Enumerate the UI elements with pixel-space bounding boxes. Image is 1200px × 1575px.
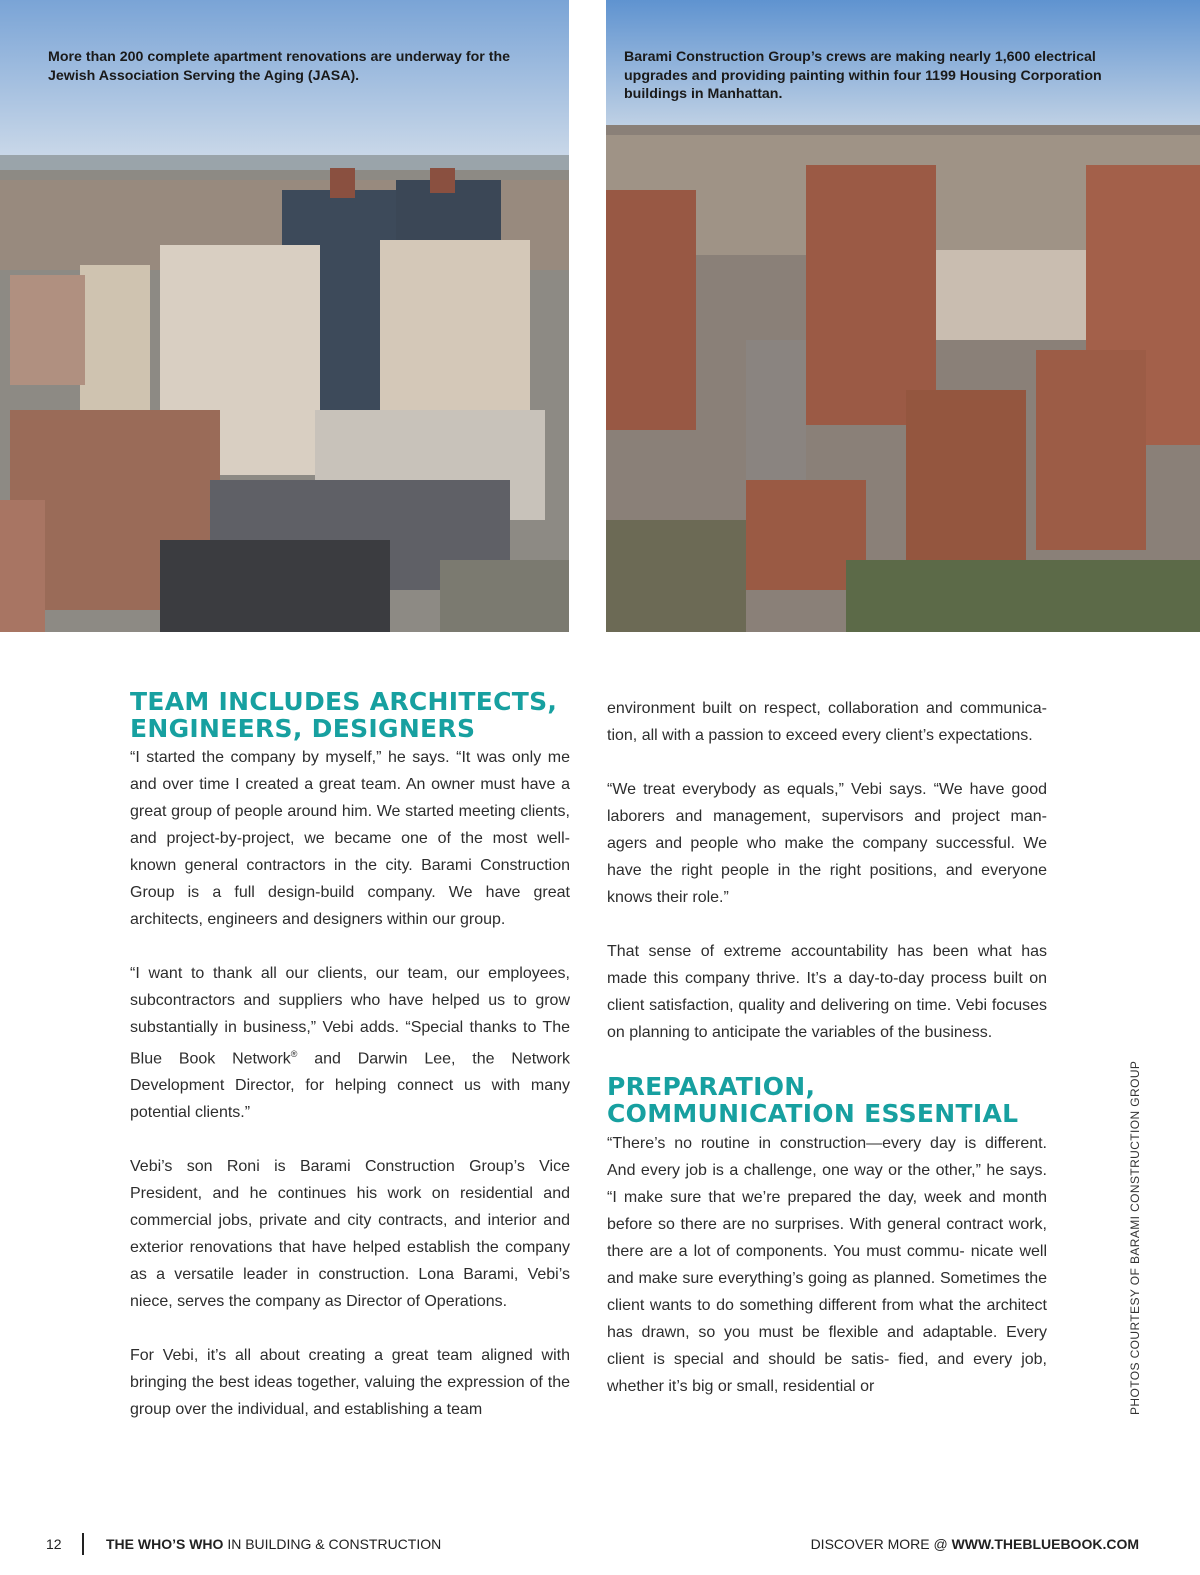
heading-line: ENGINEERS, DESIGNERS [130, 714, 476, 743]
paragraph [130, 960, 570, 1126]
paragraph: “There’s no routine in construction—every day is different. And every job is a challenge, one way or the other,” he says. “I make sure that we’re prepared the day, week and month before so there are no surprises. With general contract work, there are a lot of components. You must commu- nicate well and make sure everything’s going as planned. Sometimes the client wants to do something different from what the architect has drawn, so you must be flexible and adaptable. Every client is special and should be satis- fied, and every job, whether it’s big or small, residential or [607, 1135, 1047, 1395]
photo-1199-housing [606, 0, 1200, 632]
paragraph: Vebi’s son Roni is Barami Construction Group’s Vice President, and he continues his work on residential and commercial jobs, private and city contracts, and interior and exterior renovations that have helped establish the company as a versatile leader in construction. Lona Barami, Vebi’s niece, serves the company as Director of Operations. [130, 1158, 570, 1311]
article-column-left [130, 688, 570, 1423]
discover-more-label: DISCOVER MORE @ [810, 1536, 952, 1552]
photo-caption-left: More than 200 complete apartment renovations are underway for the Jewish Association Serving the Aging (JASA). [48, 49, 511, 84]
article-column-right [607, 695, 1047, 1400]
publication-title-bold: THE WHO’S WHO [106, 1536, 224, 1552]
publication-title [106, 1536, 441, 1552]
section-heading-preparation [607, 1073, 1047, 1127]
paragraph: For Vebi, it’s all about creating a great team aligned with bringing the best ideas together, valuing the expression of the group over the individual, and establishing a team [130, 1347, 570, 1419]
photo-credit: PHOTOS COURTESY OF BARAMI CONSTRUCTION GROUP [1128, 1060, 1142, 1415]
aerial-photo-left [0, 0, 569, 632]
heading-line: COMMUNICATION ESSENTIAL [607, 1099, 1019, 1128]
paragraph: That sense of extreme accountability has been what has made this company thrive. It’s a day-to-day process built on client satisfaction, quality and delivering on time. Vebi focuses on planning to anticipate the variables of the business. [607, 943, 1047, 1041]
paragraph: environment built on respect, collaboration and communica- tion, all with a passion to exceed every client’s expectations. [607, 700, 1047, 744]
paragraph-text: and Darwin Lee, the Network Development Director, for helping connect us with many potential clients.” [130, 1050, 570, 1122]
registered-mark: ® [290, 1049, 298, 1059]
publication-title-rest: IN BUILDING & CONSTRUCTION [223, 1536, 442, 1552]
website-link[interactable]: WWW.THEBLUEBOOK.COM [951, 1536, 1139, 1552]
footer-divider [82, 1533, 84, 1555]
page-number: 12 [46, 1536, 62, 1552]
paragraph-text: “I want to thank all our clients, our team, our employees, subcontractors and suppliers who have helped us to grow substantially in business,” Vebi adds. “Special thanks to The Blue Book Network [130, 965, 570, 1068]
paragraph: “I started the company by myself,” he says. “It was only me and over time I created a great team. An owner must have a great group of people around him. We started meeting clients, and project-by-project, we became one of the most well-known general contractors in the city. Barami Construction Group is a full design-build company. We have great architects, engineers and designers within our group. [130, 749, 570, 928]
heading-line: PREPARATION, [607, 1072, 816, 1101]
discover-more [811, 1536, 1139, 1552]
photo-caption-right: Barami Construction Group’s crews are making nearly 1,600 electrical upgrades and providing painting within four 1199 Housing Corporation buildings in Manhattan. [624, 49, 1102, 102]
heading-line: TEAM INCLUDES ARCHITECTS, [130, 687, 558, 716]
section-heading-team [130, 688, 570, 742]
paragraph: “We treat everybody as equals,” Vebi says. “We have good laborers and management, supervisors and project man- agers and people who make the company successful. We have the right people in the right positions, and everyone knows their role.” [607, 781, 1047, 906]
photo-jasa-buildings [0, 0, 569, 632]
